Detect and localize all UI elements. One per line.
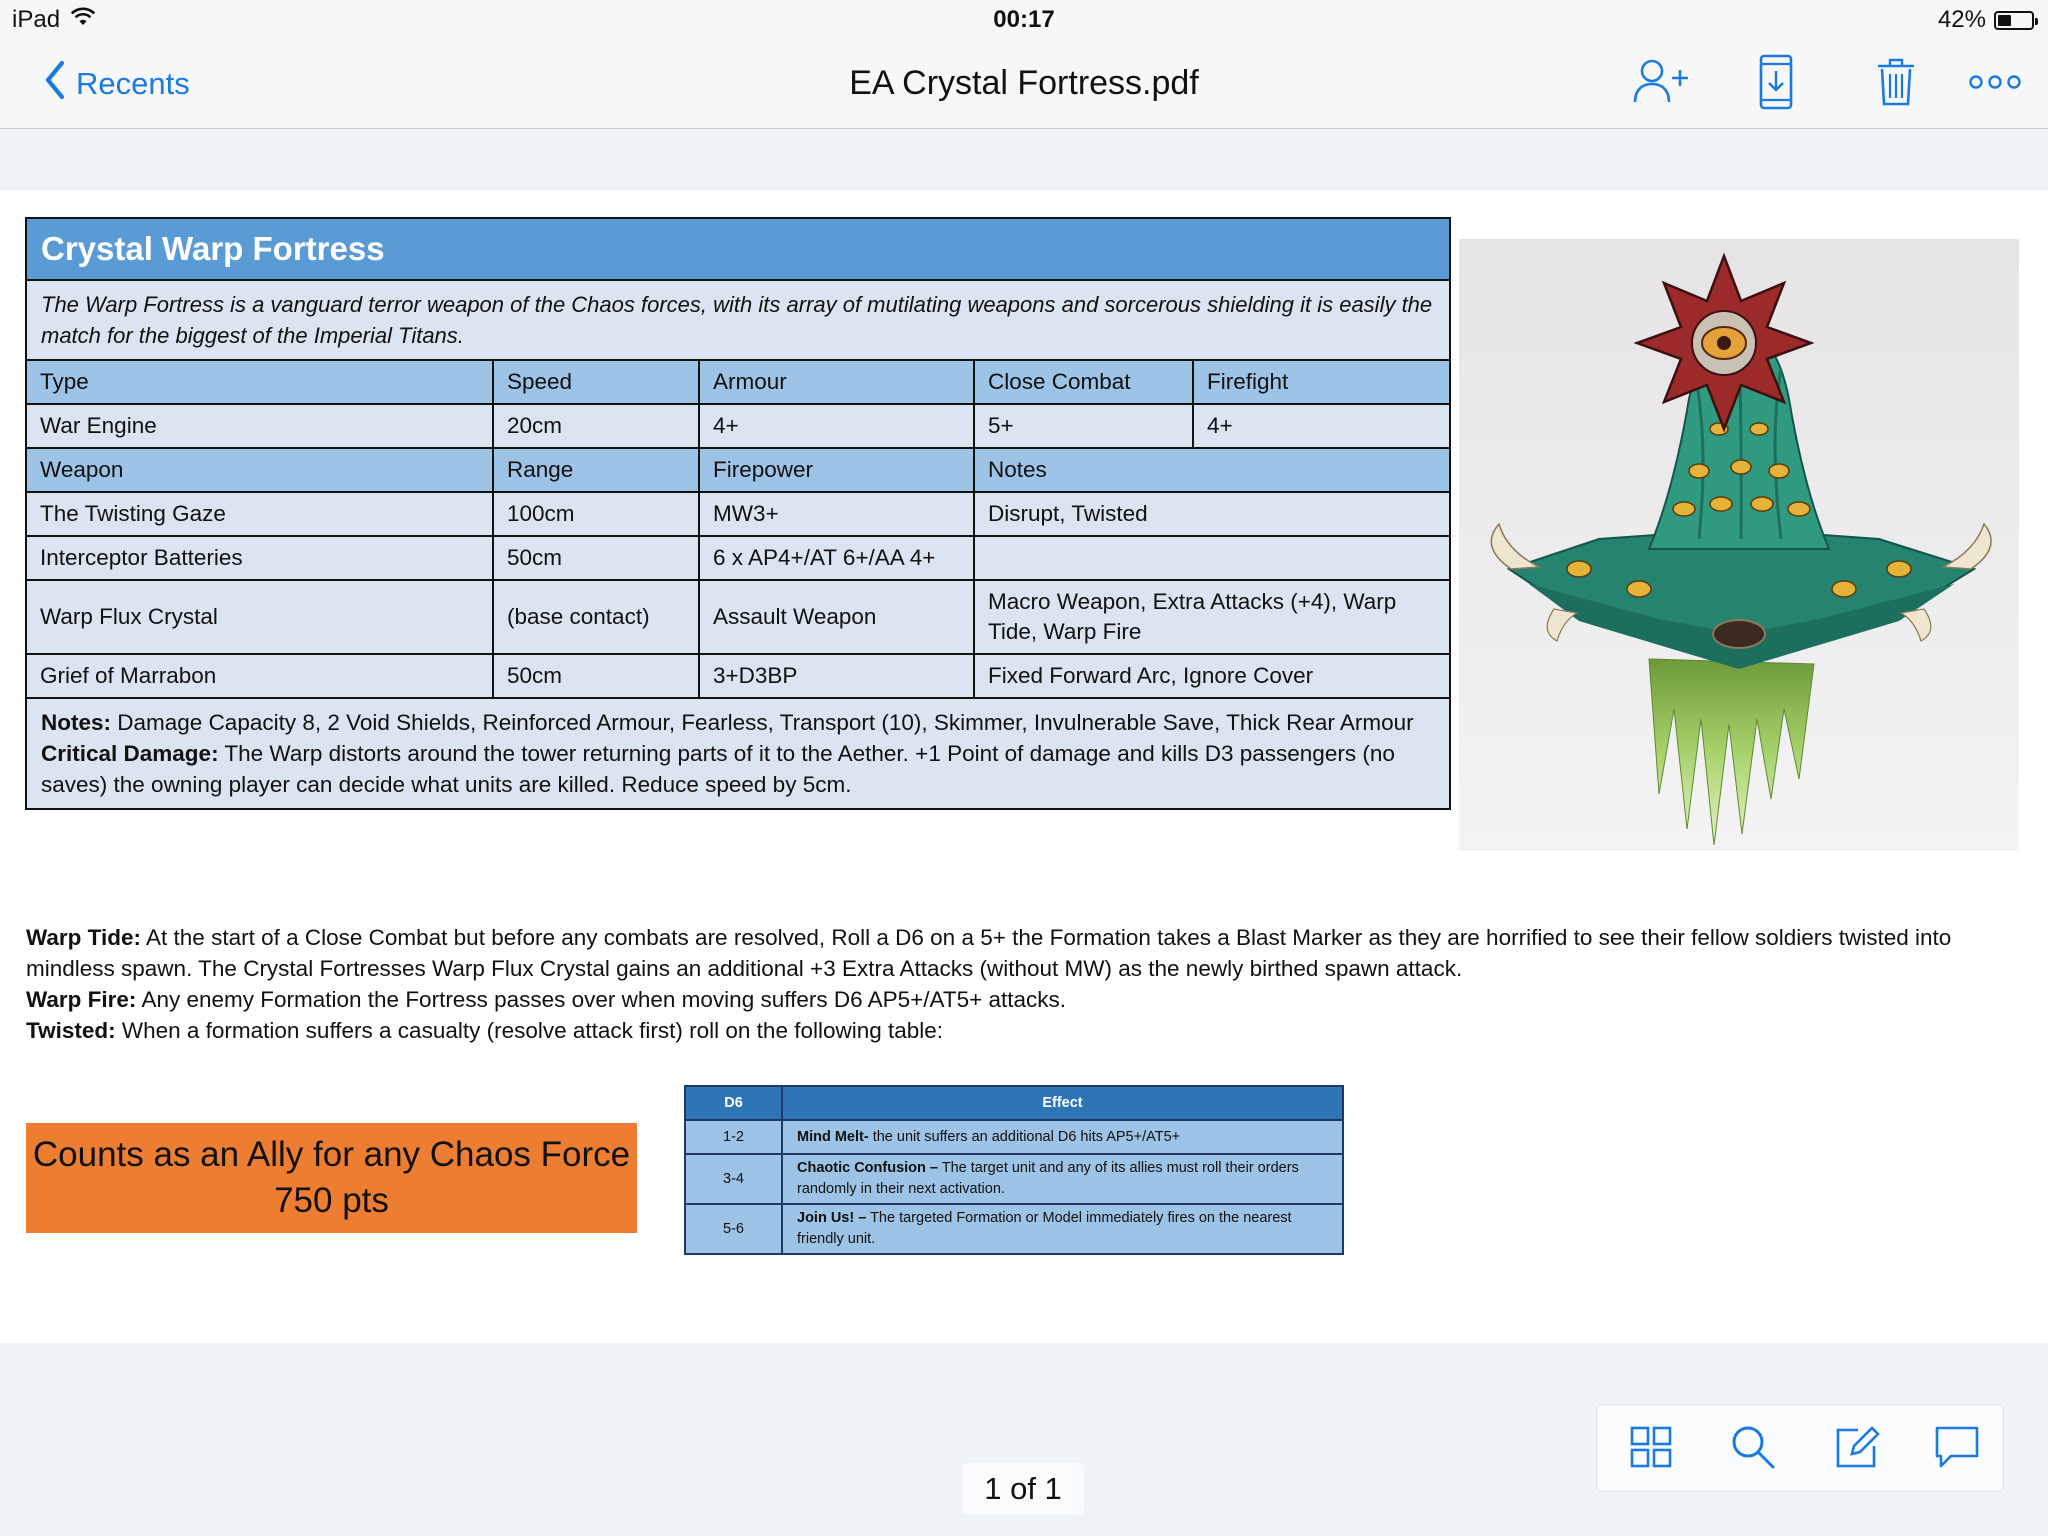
rule-text: At the start of a Close Combat but before any combats are resolved, Roll a D6 on a 5+ the Formation takes a Blast Marker as they are horrified to see their fellow soldiers twisted into mindless spawn. The Crystal Fortresses Warp Flux Crystal gains an additional +3 Extra Attacks (without MW) as the newly birthed spawn attack. [26, 925, 1952, 981]
search-button[interactable] [1725, 1421, 1781, 1477]
weapon-row [26, 654, 1450, 698]
weapon-header: Range [493, 448, 699, 492]
critical-damage-text: The Warp distorts around the tower returning parts of it to the Aether. +1 Point of damage and kills D3 passengers (no saves) the owning player can decide what units are killed. Reduce speed by 5cm. [41, 741, 1395, 797]
roll-range: 5-6 [685, 1204, 782, 1254]
rule-text: Any enemy Formation the Fortress passes over when moving suffers D6 AP5+/AT5+ attacks. [136, 987, 1067, 1012]
rule-paragraph [26, 922, 2026, 984]
edit-icon [1834, 1424, 1880, 1475]
profile-value-row [26, 404, 1450, 448]
profile-value: 20cm [493, 404, 699, 448]
weapon-row [26, 536, 1450, 580]
effect-text: the unit suffers an additional D6 hits AP5+/AT5+ [868, 1128, 1181, 1145]
rule-label: Twisted: [26, 1018, 116, 1043]
download-to-device-button[interactable] [1746, 54, 1806, 114]
unit-description: The Warp Fortress is a vanguard terror weapon of the Chaos forces, with its array of mutilating weapons and sorcerous shielding it is easily the match for the biggest of the Imperial Titans. [26, 280, 1450, 360]
comment-icon [1933, 1424, 1981, 1475]
profile-header-row [26, 360, 1450, 404]
roll-range: 1-2 [685, 1120, 782, 1154]
battery-level [1998, 15, 2011, 26]
weapon-header: Weapon [26, 448, 493, 492]
weapon-notes: Disrupt, Twisted [974, 492, 1450, 536]
weapon-firepower: Assault Weapon [699, 580, 974, 654]
pdf-page [0, 190, 2048, 1343]
weapon-name: The Twisting Gaze [26, 492, 493, 536]
weapon-header-row [26, 448, 1450, 492]
twisted-table-row [685, 1204, 1343, 1254]
comment-button[interactable] [1929, 1421, 1985, 1477]
chevron-left-icon [44, 60, 66, 108]
profile-header: Type [26, 360, 493, 404]
weapon-header: Notes [974, 448, 1450, 492]
back-button[interactable] [44, 60, 190, 108]
download-to-device-icon [1756, 54, 1796, 115]
add-person-button[interactable] [1632, 54, 1692, 114]
rule-paragraph [26, 1015, 2026, 1046]
search-icon [1730, 1424, 1776, 1475]
status-time: 00:17 [993, 6, 1055, 33]
unit-title: Crystal Warp Fortress [26, 218, 1450, 280]
device-name: iPad [12, 6, 61, 33]
critical-damage-label: Critical Damage: [41, 741, 219, 766]
weapon-notes: Fixed Forward Arc, Ignore Cover [974, 654, 1450, 698]
weapon-notes: Macro Weapon, Extra Attacks (+4), Warp Tide, Warp Fire [974, 580, 1450, 654]
notes-text: Damage Capacity 8, 2 Void Shields, Reinforced Armour, Fearless, Transport (10), Skimmer, Invulnerable Save, Thick Rear Armour [111, 710, 1414, 735]
add-person-icon [1632, 58, 1692, 111]
bottom-toolbar [1596, 1404, 2004, 1492]
weapon-row [26, 580, 1450, 654]
annotate-button[interactable] [1829, 1421, 1885, 1477]
profile-header: Close Combat [974, 360, 1193, 404]
profile-value: 4+ [699, 404, 974, 448]
roll-range: 3-4 [685, 1154, 782, 1204]
twisted-table-row [685, 1120, 1343, 1154]
navigation-bar [0, 40, 2048, 129]
delete-button[interactable] [1866, 54, 1926, 114]
back-label: Recents [76, 66, 190, 101]
twisted-header-d6: D6 [685, 1086, 782, 1120]
thumbnails-button[interactable] [1623, 1421, 1679, 1477]
points-cost: 750 pts [274, 1181, 389, 1220]
grid-icon [1629, 1425, 1673, 1474]
special-rules-text [26, 922, 2026, 1046]
profile-header: Speed [493, 360, 699, 404]
status-bar [0, 0, 2048, 40]
weapon-name: Interceptor Batteries [26, 536, 493, 580]
profile-header: Firefight [1193, 360, 1450, 404]
profile-header: Armour [699, 360, 974, 404]
rule-text: When a formation suffers a casualty (resolve attack first) roll on the following table: [115, 1018, 944, 1043]
miniature-photo [1459, 239, 2019, 851]
special-rules-notes [26, 698, 1450, 809]
weapon-range: (base contact) [493, 580, 699, 654]
twisted-table-row [685, 1154, 1343, 1204]
trash-icon [1876, 57, 1916, 112]
profile-value: War Engine [26, 404, 493, 448]
effect-title: Mind Melt- [797, 1128, 869, 1145]
weapon-name: Warp Flux Crystal [26, 580, 493, 654]
ally-text: Counts as an Ally for any Chaos Force [32, 1135, 631, 1174]
page-indicator: 1 of 1 [962, 1463, 1084, 1515]
document-title: EA Crystal Fortress.pdf [849, 64, 1199, 102]
effect-cell [782, 1120, 1343, 1154]
weapon-notes [974, 536, 1450, 580]
effect-text: The target unit and any of its allies must roll their orders randomly in their next activation. [797, 1160, 1299, 1197]
effect-title: Chaotic Confusion – [797, 1160, 938, 1176]
more-button[interactable] [1965, 54, 2025, 114]
more-icon [1968, 74, 2022, 95]
battery-icon [1994, 11, 2034, 30]
notes-label: Notes: [41, 710, 112, 735]
weapon-header: Firepower [699, 448, 974, 492]
status-right [1938, 6, 2034, 34]
weapon-firepower: 6 x AP4+/AT 6+/AA 4+ [699, 536, 974, 580]
effect-cell [782, 1204, 1343, 1254]
battery-percent: 42% [1937, 6, 1986, 33]
profile-value: 4+ [1193, 404, 1450, 448]
rule-label: Warp Fire: [26, 987, 137, 1012]
weapon-row [26, 492, 1450, 536]
weapon-range: 100cm [493, 492, 699, 536]
profile-value: 5+ [974, 404, 1193, 448]
unit-datasheet [25, 217, 1451, 810]
rule-paragraph [26, 984, 2026, 1015]
weapon-name: Grief of Marrabon [26, 654, 493, 698]
twisted-table-header [685, 1086, 1343, 1120]
effect-cell [782, 1154, 1343, 1204]
weapon-range: 50cm [493, 654, 699, 698]
weapon-firepower: 3+D3BP [699, 654, 974, 698]
effect-text: The targeted Formation or Model immediately fires on the nearest friendly unit. [797, 1210, 1292, 1247]
twisted-header-effect: Effect [782, 1086, 1343, 1120]
effect-title: Join Us! – [797, 1210, 867, 1226]
weapon-range: 50cm [493, 536, 699, 580]
ally-points-box [26, 1123, 637, 1233]
twisted-table [684, 1085, 1344, 1255]
rule-label: Warp Tide: [26, 925, 142, 950]
weapon-firepower: MW3+ [699, 492, 974, 536]
